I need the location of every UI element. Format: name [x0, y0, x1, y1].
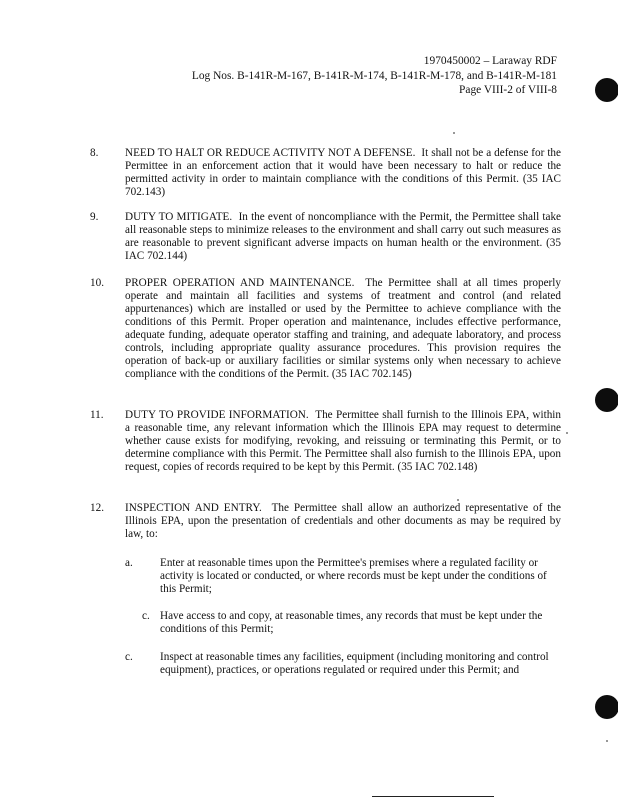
condition-body	[125, 147, 561, 199]
subcondition-text: Enter at reasonable times upon the Permittee's premises where a regulated facility or activity is located or conducted, or where records must be kept under the conditions of this Permit;	[160, 557, 547, 595]
condition-title: INSPECTION AND ENTRY.	[125, 502, 262, 514]
condition-number: 8.	[90, 147, 99, 159]
condition-body	[125, 277, 561, 381]
facility-id-line: 1970450002 – Laraway RDF	[423, 55, 557, 67]
scan-speck	[606, 740, 608, 742]
condition-number: 9.	[90, 211, 99, 223]
condition-text: In the event of noncompliance with the Permit, the Permittee shall take all reasonable steps to minimize releases to the environment and shall carry out such measures as are reasonable to prevent significant adverse impacts on human health or the environment. (35 IAC 702.144)	[125, 211, 562, 262]
condition-title: PROPER OPERATION AND MAINTENANCE.	[125, 277, 355, 289]
log-numbers-line: Log Nos. B-141R-M-167, B-141R-M-174, B-141R-M-178, and B-141R-M-181	[191, 69, 557, 82]
page-header	[192, 54, 557, 98]
condition-body	[125, 502, 561, 541]
condition-text: The Permittee shall allow an authorized representative of the Illinois EPA, upon the presentation of credentials and other documents as may be required by law, to:	[125, 502, 561, 540]
scan-speck	[457, 499, 459, 501]
condition-number: 12.	[90, 502, 104, 514]
condition-title: DUTY TO PROVIDE INFORMATION.	[125, 409, 309, 421]
subcondition-letter: a.	[125, 557, 133, 569]
page-number-line: Page VIII-2 of VIII-8	[459, 84, 557, 96]
scan-speck	[566, 432, 568, 434]
condition-number: 10.	[90, 277, 104, 289]
condition-text: The Permittee shall at all times properly operate and maintain all facilities and systems of treatment and control (and related appurtenances) which are installed or used by the Permittee to achieve compliance with the conditions of this Permit. Proper operation and maintenance, includes effective performance, adequate funding, adequate operator staffing and training, and adequate laboratory, and process controls, including appropriate quality assurance procedures. This provision requires the operation of back-up or auxiliary facilities or similar systems only when necessary to achieve compliance with the conditions of the Permit. (35 IAC 702.145)	[125, 277, 561, 380]
condition-body	[125, 211, 561, 263]
punch-hole	[595, 78, 618, 102]
condition-number: 11.	[90, 409, 104, 421]
condition-title: DUTY TO MITIGATE.	[125, 211, 233, 223]
subcondition-letter: c.	[125, 651, 133, 663]
punch-hole	[595, 388, 618, 412]
subcondition-text: Have access to and copy, at reasonable times, any records that must be kept under the conditions of this Permit;	[160, 610, 543, 635]
subcondition-text: Inspect at reasonable times any facilities, equipment (including monitoring and control equipment), practices, or operations regulated or required under this Permit; and	[160, 651, 549, 676]
condition-title: NEED TO HALT OR REDUCE ACTIVITY NOT A DEFENSE.	[125, 147, 416, 159]
condition-body	[125, 409, 561, 474]
subcondition-letter: c.	[142, 610, 150, 622]
condition-text: It shall not be a defense for the Permittee in an enforcement action that it would have been necessary to halt or reduce the permitted activity in order to maintain compliance with the conditions of this Permit. (35 IAC 702.143)	[125, 147, 561, 198]
scan-speck	[453, 132, 455, 134]
footer-rule	[372, 796, 494, 797]
condition-text: The Permittee shall furnish to the Illinois EPA, within a reasonable time, any relevant information which the Illinois EPA may request to determine whether cause exists for modifying, revoking, and reissuing or terminating this Permit, or to determine compliance with this Permit. The Permittee shall also furnish to the Illinois EPA, upon request, copies of records required to be kept by this Permit. (35 IAC 702.148)	[125, 409, 561, 473]
punch-hole	[595, 695, 618, 719]
